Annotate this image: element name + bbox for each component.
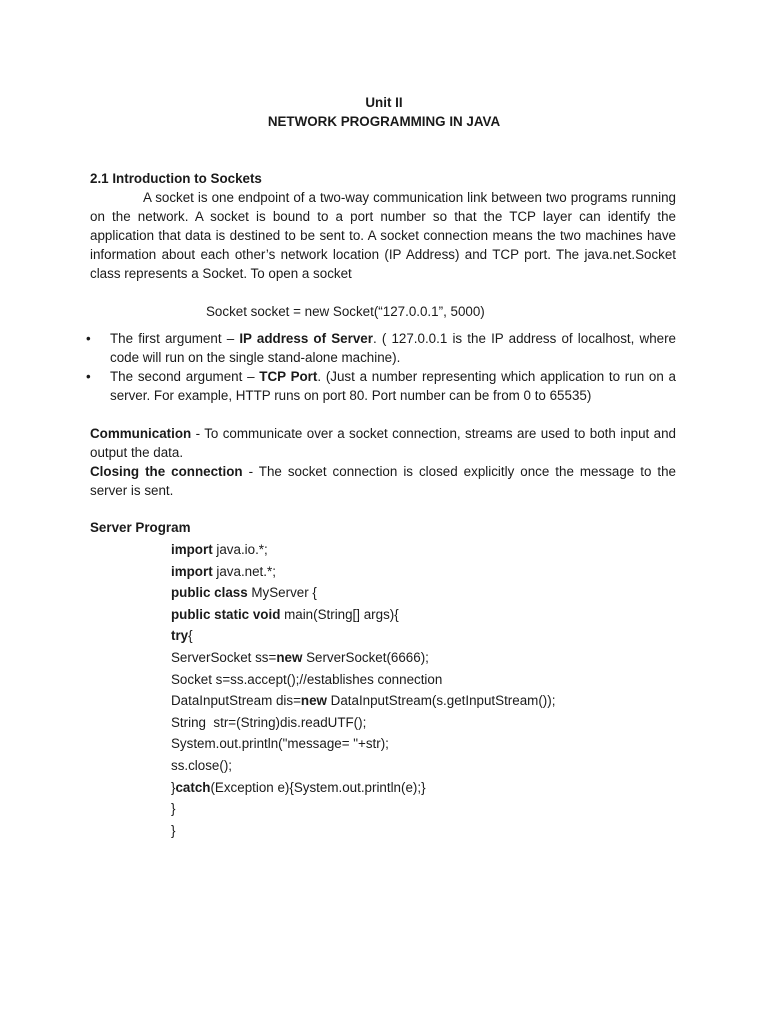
socket-code-sample: Socket socket = new Socket(“127.0.0.1”, 5000) [206, 304, 485, 319]
definition-text: - The socket connection is closed explicitly once the message to the server is sent. [90, 464, 677, 498]
code-line [171, 798, 555, 820]
server-program-heading: Server Program [90, 520, 191, 535]
bullet-icon: • [86, 331, 91, 346]
code-keyword: public static void [171, 606, 281, 622]
code-keyword: import [171, 542, 213, 557]
code-text: (Exception e){System.out.println(e);} [210, 779, 426, 795]
section-heading: 2.1 Introduction to Sockets [90, 171, 262, 186]
code-text: } [171, 822, 176, 838]
list-item-first-argument [86, 329, 676, 367]
code-keyword: catch [175, 779, 211, 795]
code-text: } [171, 801, 176, 817]
definition-text: - To communicate over a socket connection, streams are used to both input and output the data. [90, 426, 676, 460]
code-line [171, 539, 555, 561]
code-line [171, 647, 555, 669]
code-text: ServerSocket(6666); [302, 649, 429, 665]
unit-label: Unit II [365, 95, 403, 110]
document-title: NETWORK PROGRAMMING IN JAVA [267, 114, 501, 129]
code-line [171, 712, 555, 734]
code-line [171, 669, 555, 691]
code-text: DataInputStream(s.getInputStream()); [326, 693, 556, 709]
list-item-prefix: The second argument – [110, 369, 260, 384]
code-line [171, 755, 555, 777]
code-text: Socket s=ss.accept();//establishes connection [171, 671, 443, 687]
argument-list [86, 329, 677, 405]
code-text: java.net.*; [212, 563, 276, 579]
code-line [171, 733, 555, 755]
code-text: MyServer { [247, 585, 317, 601]
bullet-icon: • [86, 369, 91, 384]
definition-term: Communication [90, 426, 192, 441]
code-text: ServerSocket ss= [171, 649, 277, 665]
list-item-text: . ( 127.0.0.1 is the IP address of localhost, where code will run on the single stand-alone machine). [110, 331, 676, 365]
code-keyword: new [300, 693, 327, 709]
code-line [171, 777, 555, 799]
code-line [171, 604, 555, 626]
code-text: { [188, 628, 193, 644]
code-text: DataInputStream dis= [171, 693, 301, 709]
list-item-text: . (Just a number representing which application to run on a server. For example, HTTP runs on port 80. Port number can be from 0 to 65535) [110, 369, 677, 403]
code-line [171, 690, 555, 712]
code-keyword: new [276, 649, 303, 665]
code-line [171, 625, 555, 647]
list-item-second-argument [86, 367, 677, 405]
server-code-block [171, 539, 555, 841]
code-text: java.io.*; [212, 542, 268, 557]
code-text: String str=(String)dis.readUTF(); [171, 714, 367, 730]
list-item-prefix: The first argument – [110, 331, 240, 346]
code-text: main(String[] args){ [280, 606, 399, 622]
code-text: ss.close(); [171, 757, 233, 773]
definition-term: Closing the connection [90, 464, 243, 479]
code-line [171, 582, 555, 604]
list-item-term: TCP Port [259, 369, 318, 384]
definitions-block [90, 424, 676, 500]
code-line [171, 561, 555, 583]
closing-connection-definition [90, 462, 676, 500]
code-keyword: public class [171, 585, 248, 601]
code-line [171, 820, 555, 842]
intro-paragraph: A socket is one endpoint of a two-way communication link between two programs running on the network. A socket is bound to a port number so that the TCP layer can identify the application that data is destined to be sent to. A socket connection means the two machines have information about each other’s network location (IP Address) and TCP port. The java.net.Socket class represents a Socket. To open a socket [90, 190, 676, 281]
code-text: System.out.println("message= "+str); [171, 736, 389, 752]
code-keyword: import [171, 563, 213, 579]
code-text: } [171, 779, 176, 795]
code-keyword: try [171, 628, 189, 644]
list-item-term: IP address of Server [239, 331, 373, 346]
communication-definition [90, 424, 676, 462]
